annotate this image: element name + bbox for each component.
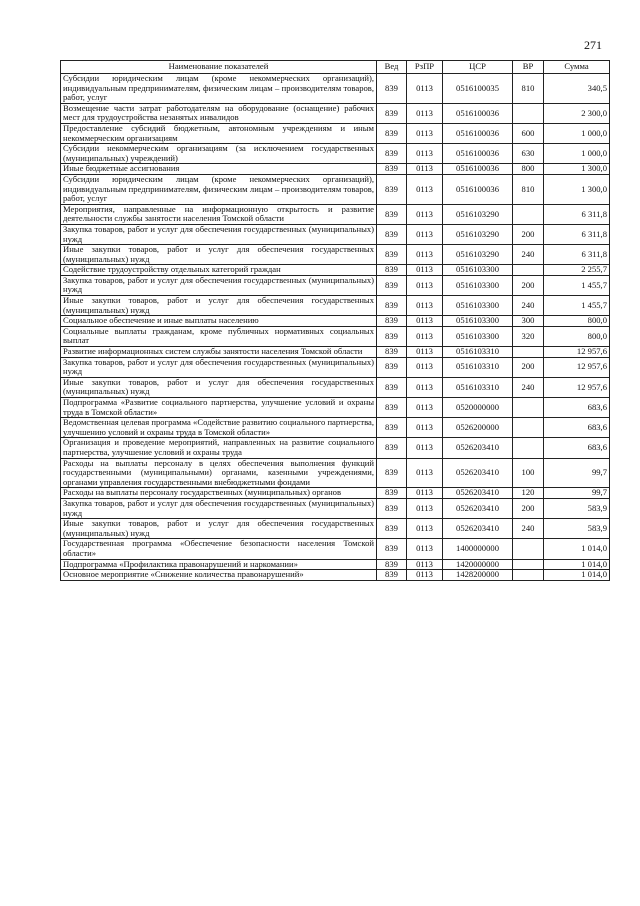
table-row bbox=[61, 123, 610, 143]
cell-sum: 340,5 bbox=[544, 74, 610, 104]
header-rzpr: РзПР bbox=[407, 61, 443, 74]
cell-rzpr: 0113 bbox=[407, 296, 443, 316]
table-row bbox=[61, 144, 610, 164]
table-row bbox=[61, 357, 610, 377]
cell-ved: 839 bbox=[377, 326, 407, 346]
cell-rzpr: 0113 bbox=[407, 357, 443, 377]
cell-vr bbox=[513, 559, 544, 570]
cell-vr: 200 bbox=[513, 357, 544, 377]
cell-name: Содействие трудоустройству отдельных категорий граждан bbox=[61, 265, 377, 276]
cell-rzpr: 0113 bbox=[407, 377, 443, 397]
table-row bbox=[61, 539, 610, 559]
cell-sum: 12 957,6 bbox=[544, 357, 610, 377]
cell-csr: 0516103290 bbox=[443, 204, 513, 224]
table-body bbox=[61, 74, 610, 581]
cell-sum: 1 014,0 bbox=[544, 559, 610, 570]
cell-vr: 240 bbox=[513, 245, 544, 265]
cell-vr bbox=[513, 265, 544, 276]
cell-name: Иные закупки товаров, работ и услуг для обеспечения государственных (муниципальных) нужд bbox=[61, 519, 377, 539]
cell-name: Иные бюджетные ассигнования bbox=[61, 164, 377, 175]
cell-sum: 800,0 bbox=[544, 326, 610, 346]
cell-csr: 0516100036 bbox=[443, 164, 513, 175]
cell-sum: 1 014,0 bbox=[544, 570, 610, 581]
cell-sum: 6 311,8 bbox=[544, 224, 610, 244]
cell-sum: 12 957,6 bbox=[544, 347, 610, 358]
cell-name: Развитие информационных систем службы занятости населения Томской области bbox=[61, 347, 377, 358]
cell-sum: 1 455,7 bbox=[544, 275, 610, 295]
table-row bbox=[61, 458, 610, 488]
cell-name: Иные закупки товаров, работ и услуг для обеспечения государственных (муниципальных) нужд bbox=[61, 245, 377, 265]
cell-csr: 0520000000 bbox=[443, 398, 513, 418]
table-row bbox=[61, 296, 610, 316]
cell-ved: 839 bbox=[377, 164, 407, 175]
cell-rzpr: 0113 bbox=[407, 458, 443, 488]
cell-csr: 0526203410 bbox=[443, 519, 513, 539]
cell-csr: 0516103300 bbox=[443, 265, 513, 276]
cell-rzpr: 0113 bbox=[407, 316, 443, 327]
budget-table bbox=[60, 60, 610, 581]
table-row bbox=[61, 174, 610, 204]
cell-sum: 1 300,0 bbox=[544, 164, 610, 175]
cell-ved: 839 bbox=[377, 539, 407, 559]
cell-vr: 320 bbox=[513, 326, 544, 346]
cell-csr: 0526203410 bbox=[443, 458, 513, 488]
cell-rzpr: 0113 bbox=[407, 144, 443, 164]
cell-vr: 240 bbox=[513, 377, 544, 397]
cell-vr: 120 bbox=[513, 488, 544, 499]
cell-vr bbox=[513, 418, 544, 438]
cell-sum: 583,9 bbox=[544, 519, 610, 539]
cell-ved: 839 bbox=[377, 316, 407, 327]
cell-ved: 839 bbox=[377, 174, 407, 204]
cell-csr: 0516103300 bbox=[443, 275, 513, 295]
cell-ved: 839 bbox=[377, 347, 407, 358]
cell-ved: 839 bbox=[377, 265, 407, 276]
table-row bbox=[61, 559, 610, 570]
cell-csr: 0526203410 bbox=[443, 498, 513, 518]
cell-rzpr: 0113 bbox=[407, 326, 443, 346]
cell-csr: 0516100036 bbox=[443, 144, 513, 164]
cell-sum: 800,0 bbox=[544, 316, 610, 327]
cell-name: Субсидии юридическим лицам (кроме некоммерческих организаций), индивидуальным предпринимателям, физическим лицам – производителям товаров, работ, услуг bbox=[61, 174, 377, 204]
cell-ved: 839 bbox=[377, 418, 407, 438]
cell-ved: 839 bbox=[377, 275, 407, 295]
table-row bbox=[61, 488, 610, 499]
cell-vr: 240 bbox=[513, 296, 544, 316]
cell-name: Иные закупки товаров, работ и услуг для обеспечения государственных (муниципальных) нужд bbox=[61, 296, 377, 316]
cell-sum: 683,6 bbox=[544, 438, 610, 458]
table-row bbox=[61, 103, 610, 123]
cell-sum: 583,9 bbox=[544, 498, 610, 518]
cell-sum: 2 255,7 bbox=[544, 265, 610, 276]
cell-ved: 839 bbox=[377, 224, 407, 244]
cell-sum: 1 000,0 bbox=[544, 123, 610, 143]
cell-ved: 839 bbox=[377, 398, 407, 418]
table-row bbox=[61, 519, 610, 539]
cell-rzpr: 0113 bbox=[407, 418, 443, 438]
cell-rzpr: 0113 bbox=[407, 519, 443, 539]
cell-vr: 600 bbox=[513, 123, 544, 143]
cell-sum: 1 300,0 bbox=[544, 174, 610, 204]
cell-ved: 839 bbox=[377, 559, 407, 570]
cell-ved: 839 bbox=[377, 103, 407, 123]
cell-ved: 839 bbox=[377, 519, 407, 539]
cell-sum: 12 957,6 bbox=[544, 377, 610, 397]
cell-vr: 100 bbox=[513, 458, 544, 488]
table-row bbox=[61, 316, 610, 327]
cell-name: Субсидии некоммерческим организациям (за исключением государственных (муниципальных) учреждений) bbox=[61, 144, 377, 164]
cell-csr: 0516103300 bbox=[443, 316, 513, 327]
cell-ved: 839 bbox=[377, 570, 407, 581]
cell-name: Основное мероприятие «Снижение количества правонарушений» bbox=[61, 570, 377, 581]
table-row bbox=[61, 74, 610, 104]
cell-rzpr: 0113 bbox=[407, 559, 443, 570]
cell-ved: 839 bbox=[377, 438, 407, 458]
cell-csr: 0516103300 bbox=[443, 296, 513, 316]
cell-rzpr: 0113 bbox=[407, 539, 443, 559]
cell-sum: 683,6 bbox=[544, 398, 610, 418]
cell-vr: 240 bbox=[513, 519, 544, 539]
cell-vr: 810 bbox=[513, 74, 544, 104]
cell-vr: 300 bbox=[513, 316, 544, 327]
cell-vr bbox=[513, 570, 544, 581]
cell-vr bbox=[513, 103, 544, 123]
table-row bbox=[61, 265, 610, 276]
cell-name: Государственная программа «Обеспечение безопасности населения Томской области» bbox=[61, 539, 377, 559]
cell-csr: 0526203410 bbox=[443, 438, 513, 458]
cell-vr bbox=[513, 398, 544, 418]
cell-name: Предоставление субсидий бюджетным, автономным учреждениям и иным некоммерческим организациям bbox=[61, 123, 377, 143]
cell-vr: 200 bbox=[513, 224, 544, 244]
cell-vr bbox=[513, 539, 544, 559]
cell-vr: 810 bbox=[513, 174, 544, 204]
table-row bbox=[61, 275, 610, 295]
cell-csr: 1400000000 bbox=[443, 539, 513, 559]
cell-sum: 6 311,8 bbox=[544, 204, 610, 224]
cell-name: Подпрограмма «Развитие социального партнерства, улучшение условий и охраны труда в Томской области» bbox=[61, 398, 377, 418]
cell-name: Субсидии юридическим лицам (кроме некоммерческих организаций), индивидуальным предпринимателям, физическим лицам – производителям товаров, работ, услуг bbox=[61, 74, 377, 104]
cell-ved: 839 bbox=[377, 458, 407, 488]
cell-vr: 200 bbox=[513, 275, 544, 295]
cell-csr: 0516100035 bbox=[443, 74, 513, 104]
cell-rzpr: 0113 bbox=[407, 164, 443, 175]
cell-csr: 0516103290 bbox=[443, 224, 513, 244]
header-sum: Сумма bbox=[544, 61, 610, 74]
cell-csr: 0516103290 bbox=[443, 245, 513, 265]
cell-name: Иные закупки товаров, работ и услуг для обеспечения государственных (муниципальных) нужд bbox=[61, 377, 377, 397]
cell-name: Расходы на выплаты персоналу государственных (муниципальных) органов bbox=[61, 488, 377, 499]
cell-sum: 2 300,0 bbox=[544, 103, 610, 123]
cell-rzpr: 0113 bbox=[407, 275, 443, 295]
table-row bbox=[61, 438, 610, 458]
cell-rzpr: 0113 bbox=[407, 74, 443, 104]
cell-sum: 1 455,7 bbox=[544, 296, 610, 316]
cell-ved: 839 bbox=[377, 488, 407, 499]
cell-ved: 839 bbox=[377, 296, 407, 316]
cell-ved: 839 bbox=[377, 74, 407, 104]
cell-csr: 1420000000 bbox=[443, 559, 513, 570]
table-row bbox=[61, 398, 610, 418]
cell-sum: 1 000,0 bbox=[544, 144, 610, 164]
cell-name: Мероприятия, направленные на информационную открытость и развитие деятельности службы занятости населения Томской области bbox=[61, 204, 377, 224]
cell-ved: 839 bbox=[377, 498, 407, 518]
table-row bbox=[61, 498, 610, 518]
cell-name: Ведомственная целевая программа «Содействие развитию социального партнерства, улучшению условий и охраны труда в Томской области» bbox=[61, 418, 377, 438]
table-row bbox=[61, 570, 610, 581]
cell-rzpr: 0113 bbox=[407, 488, 443, 499]
table-row bbox=[61, 224, 610, 244]
cell-rzpr: 0113 bbox=[407, 498, 443, 518]
cell-rzpr: 0113 bbox=[407, 245, 443, 265]
cell-sum: 99,7 bbox=[544, 488, 610, 499]
cell-name: Возмещение части затрат работодателям на оборудование (оснащение) рабочих мест для трудоустройства незанятых инвалидов bbox=[61, 103, 377, 123]
table-row bbox=[61, 418, 610, 438]
cell-rzpr: 0113 bbox=[407, 438, 443, 458]
cell-ved: 839 bbox=[377, 123, 407, 143]
page-number: 271 bbox=[584, 38, 602, 52]
header-name: Наименование показателей bbox=[61, 61, 377, 74]
table-row bbox=[61, 204, 610, 224]
header-vr: ВР bbox=[513, 61, 544, 74]
cell-name: Организация и проведение мероприятий, направленных на развитие социального партнерства, улучшение условий и охраны труда bbox=[61, 438, 377, 458]
cell-name: Закупка товаров, работ и услуг для обеспечения государственных (муниципальных) нужд bbox=[61, 224, 377, 244]
cell-sum: 1 014,0 bbox=[544, 539, 610, 559]
table-row bbox=[61, 377, 610, 397]
table-row bbox=[61, 326, 610, 346]
cell-vr bbox=[513, 347, 544, 358]
table-row bbox=[61, 347, 610, 358]
cell-csr: 0526203410 bbox=[443, 488, 513, 499]
cell-name: Социальные выплаты гражданам, кроме публичных нормативных социальных выплат bbox=[61, 326, 377, 346]
cell-rzpr: 0113 bbox=[407, 103, 443, 123]
cell-rzpr: 0113 bbox=[407, 224, 443, 244]
cell-csr: 0516100036 bbox=[443, 174, 513, 204]
cell-rzpr: 0113 bbox=[407, 174, 443, 204]
cell-csr: 0516103310 bbox=[443, 357, 513, 377]
cell-vr bbox=[513, 438, 544, 458]
cell-name: Закупка товаров, работ и услуг для обеспечения государственных (муниципальных) нужд bbox=[61, 275, 377, 295]
cell-sum: 6 311,8 bbox=[544, 245, 610, 265]
cell-rzpr: 0113 bbox=[407, 570, 443, 581]
cell-vr: 630 bbox=[513, 144, 544, 164]
cell-sum: 683,6 bbox=[544, 418, 610, 438]
table-row bbox=[61, 164, 610, 175]
cell-rzpr: 0113 bbox=[407, 123, 443, 143]
cell-csr: 1428200000 bbox=[443, 570, 513, 581]
cell-rzpr: 0113 bbox=[407, 347, 443, 358]
cell-rzpr: 0113 bbox=[407, 265, 443, 276]
table-row bbox=[61, 245, 610, 265]
cell-ved: 839 bbox=[377, 144, 407, 164]
cell-ved: 839 bbox=[377, 204, 407, 224]
cell-vr bbox=[513, 204, 544, 224]
header-csr: ЦСР bbox=[443, 61, 513, 74]
cell-name: Подпрограмма «Профилактика правонарушений и наркомании» bbox=[61, 559, 377, 570]
cell-csr: 0516100036 bbox=[443, 123, 513, 143]
cell-name: Социальное обеспечение и иные выплаты населению bbox=[61, 316, 377, 327]
cell-sum: 99,7 bbox=[544, 458, 610, 488]
cell-rzpr: 0113 bbox=[407, 398, 443, 418]
cell-rzpr: 0113 bbox=[407, 204, 443, 224]
cell-vr: 800 bbox=[513, 164, 544, 175]
cell-ved: 839 bbox=[377, 245, 407, 265]
cell-name: Расходы на выплаты персоналу в целях обеспечения выполнения функций государственными (муниципальными) органами, казенными учреждениями, органами управления государственными внебюджетными фондами bbox=[61, 458, 377, 488]
cell-ved: 839 bbox=[377, 357, 407, 377]
cell-csr: 0516103310 bbox=[443, 377, 513, 397]
cell-ved: 839 bbox=[377, 377, 407, 397]
cell-csr: 0516100036 bbox=[443, 103, 513, 123]
header-ved: Вед bbox=[377, 61, 407, 74]
cell-name: Закупка товаров, работ и услуг для обеспечения государственных (муниципальных) нужд bbox=[61, 357, 377, 377]
cell-vr: 200 bbox=[513, 498, 544, 518]
cell-csr: 0516103310 bbox=[443, 347, 513, 358]
cell-name: Закупка товаров, работ и услуг для обеспечения государственных (муниципальных) нужд bbox=[61, 498, 377, 518]
cell-csr: 0526200000 bbox=[443, 418, 513, 438]
cell-csr: 0516103300 bbox=[443, 326, 513, 346]
table-header-row bbox=[61, 61, 610, 74]
